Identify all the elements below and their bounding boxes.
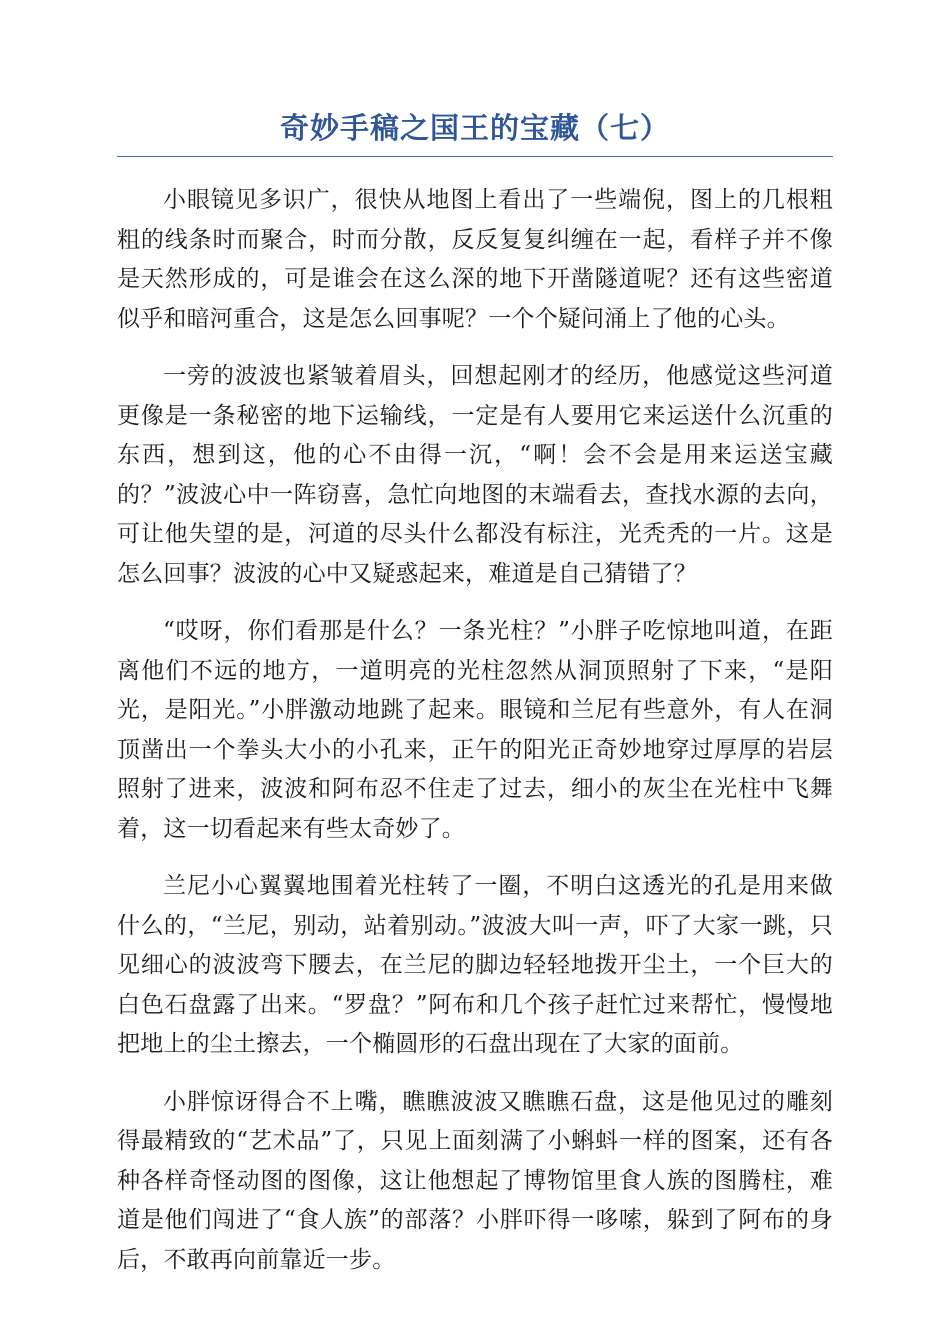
document-title: 奇妙手稿之国王的宝藏（七） <box>117 108 833 157</box>
document-page <box>117 108 833 1298</box>
paragraph-5: 小胖惊讶得合不上嘴，瞧瞧波波又瞧瞧石盘，这是他见过的雕刻得最精致的“艺术品”了，只见上面刻满了小蝌蚪一样的图案，还有各种各样奇怪动图的图像，这让他想起了博物馆里食人族的图腾柱，难道是他们闯进了“食人族”的部落？小胖吓得一哆嗦，躲到了阿布的身后，不敢再向前靠近一步。 <box>117 1088 833 1273</box>
paragraph-4: 兰尼小心翼翼地围着光柱转了一圈，不明白这透光的孔是用来做什么的，“兰尼，别动，站着别动。”波波大叫一声，吓了大家一跳，只见细心的波波弯下腰去，在兰尼的脚边轻轻地拨开尘土，一个巨大的白色石盘露了出来。“罗盘？”阿布和几个孩子赶忙过来帮忙，慢慢地把地上的尘土擦去，一个椭圆形的石盘出现在了大家的面前。 <box>117 873 833 1057</box>
document-body <box>117 181 833 1280</box>
paragraph-1: 小眼镜见多识广，很快从地图上看出了一些端倪，图上的几根粗粗的线条时而聚合，时而分散，反反复复纠缠在一起，看样子并不像是天然形成的，可是谁会在这么深的地下开凿隧道呢？还有这些密道似乎和暗河重合，这是怎么回事呢？一个个疑问涌上了他的心头。 <box>117 187 833 332</box>
paragraph-3: “哎呀，你们看那是什么？一条光柱？”小胖子吃惊地叫道，在距离他们不远的地方，一道明亮的光柱忽然从洞顶照射了下来，“是阳光，是阳光。”小胖激动地跳了起来。眼镜和兰尼有些意外，有人在洞顶凿出一个拳头大小的小孔来，正午的阳光正奇妙地穿过厚厚的岩层照射了进来，波波和阿布忍不住走了过去，细小的灰尘在光柱中飞舞着，这一切看起来有些太奇妙了。 <box>117 618 833 842</box>
paragraph-2: 一旁的波波也紧皱着眉头，回想起刚才的经历，他感觉这些河道更像是一条秘密的地下运输线，一定是有人要用它来运送什么沉重的东西，想到这，他的心不由得一沉，“啊！会不会是用来运送宝藏的？”波波心中一阵窃喜，急忙向地图的末端看去，查找水源的去向，可让他失望的是，河道的尽头什么都没有标注，光秃秃的一片。这是怎么回事？波波的心中又疑惑起来，难道是自己猜错了？ <box>117 363 833 587</box>
